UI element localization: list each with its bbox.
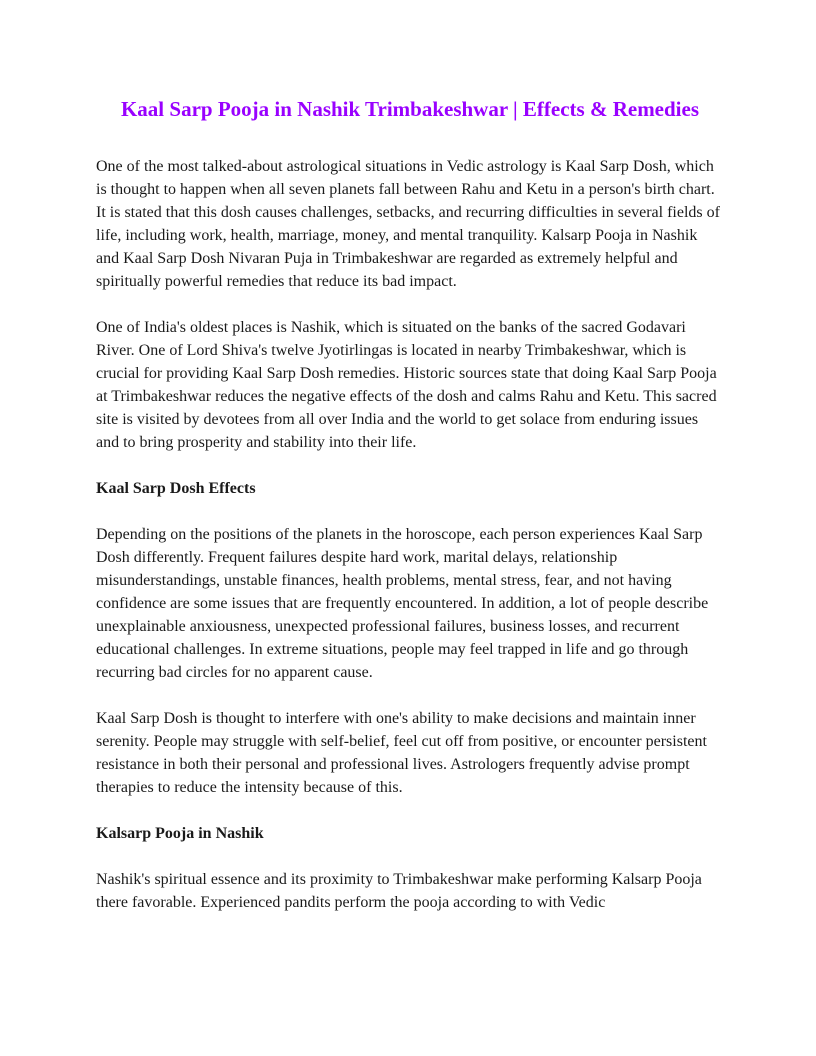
effects-paragraph-2: Kaal Sarp Dosh is thought to interfere with one's ability to make decisions and maintain inner serenity. People may struggle with self-belief, feel cut off from positive, or encounter persistent resistance in both their personal and professional lives. Astrologers frequently advise prompt therapies to reduce the intensity because of this. [96,710,707,796]
section-heading-nashik: Kalsarp Pooja in Nashik [96,825,264,842]
effects-paragraph-1: Depending on the positions of the planets in the horoscope, each person experiences Kaal Sarp Dosh differently. Frequent failures despite hard work, marital delays, relationship misunderstandings, unstable finances, health problems, mental stress, fear, and not having confidence are some issues that are frequently encountered. In addition, a lot of people describe unexplainable anxiousness, unexpected professional failures, business losses, and recurrent educational challenges. In extreme situations, people may feel trapped in life and go through recurring bad circles for no apparent cause. [96,526,709,681]
nashik-paragraph-1: Nashik's spiritual essence and its proximity to Trimbakeshwar make performing Kalsarp Pooja there favorable. Experienced pandits perform the pooja according to with Vedic [96,871,702,911]
intro-paragraph-1: One of the most talked-about astrological situations in Vedic astrology is Kaal Sarp Dosh, which is thought to happen when all seven planets fall between Rahu and Ketu in a person's birth chart. It is stated that this dosh causes challenges, setbacks, and recurring difficulties in several fields of life, including work, health, marriage, money, and mental tranquility. Kalsarp Pooja in Nashik and Kaal Sarp Dosh Nivaran Puja in Trimbakeshwar are regarded as extremely helpful and spiritually powerful remedies that reduce its bad impact. [96,158,720,290]
page-title: Kaal Sarp Pooja in Nashik Trimbakeshwar | Effects & Remedies [120,97,700,121]
document-page [96,92,724,937]
intro-paragraph-2: One of India's oldest places is Nashik, which is situated on the banks of the sacred Godavari River. One of Lord Shiva's twelve Jyotirlingas is located in nearby Trimbakeshwar, which is crucial for providing Kaal Sarp Dosh remedies. Historic sources state that doing Kaal Sarp Pooja at Trimbakeshwar reduces the negative effects of the dosh and calms Rahu and Ketu. This sacred site is visited by devotees from all over India and the world to get solace from enduring issues and to bring prosperity and stability into their life. [96,319,717,451]
section-heading-effects: Kaal Sarp Dosh Effects [96,480,256,497]
